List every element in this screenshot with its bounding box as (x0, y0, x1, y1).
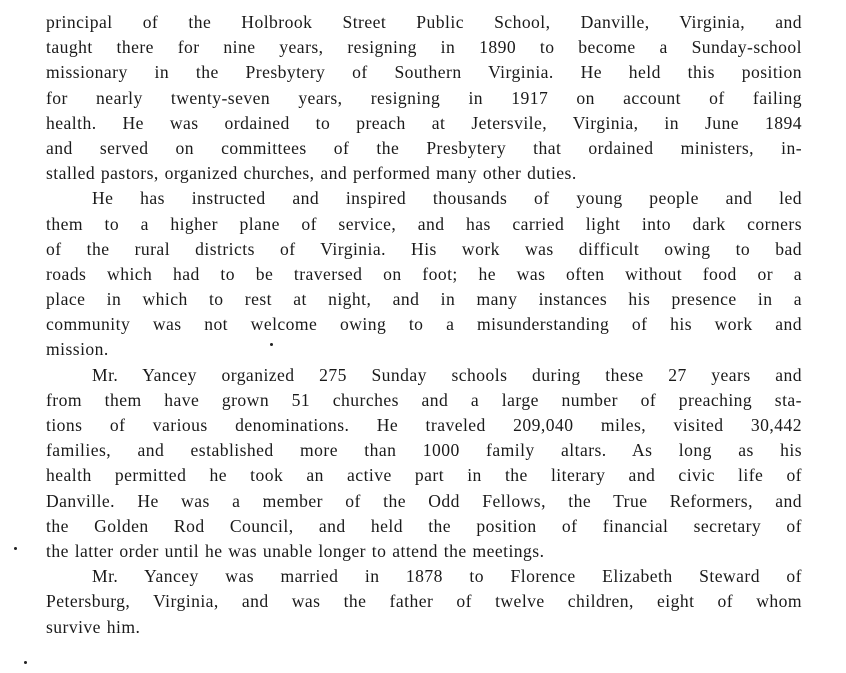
body-text (46, 10, 802, 640)
text-line: principal of the Holbrook Street Public School, Danville, Virginia, and (46, 12, 802, 32)
text-line: survive him. (46, 616, 141, 637)
print-speck (24, 661, 27, 664)
text-line: taught there for nine years, resigning in 1890 to become a Sunday-school (46, 37, 802, 58)
paragraph (46, 363, 802, 565)
text-line: Petersburg, Virginia, and was the father of twelve children, eight of whom (46, 591, 802, 612)
text-line: Danville. He was a member of the Odd Fellows, the True Reformers, and (46, 490, 802, 511)
text-line: of the rural districts of Virginia. His work was difficult owing to bad (46, 238, 802, 259)
text-line: and served on committees of the Presbytery that ordained ministers, in- (46, 137, 802, 158)
text-line: place in which to rest at night, and in many instances his presence in a (46, 289, 802, 310)
paragraph (46, 186, 802, 362)
text-line: Mr. Yancey organized 275 Sunday schools during these 27 years and (92, 364, 802, 385)
paragraph (46, 564, 802, 640)
text-line: mission. (46, 339, 109, 360)
text-line: health. He was ordained to preach at Jetersvile, Virginia, in June 1894 (46, 112, 802, 133)
text-line: for nearly twenty-seven years, resigning in 1917 on account of failing (46, 87, 802, 108)
text-line: the latter order until he was unable longer to attend the meetings. (46, 540, 545, 561)
text-line: from them have grown 51 churches and a large number of preaching sta- (46, 389, 802, 410)
text-line: stalled pastors, organized churches, and performed many other duties. (46, 163, 577, 184)
text-line: families, and established more than 1000 family altars. As long as his (46, 440, 802, 461)
print-speck (270, 343, 273, 346)
text-line: health permitted he took an active part in the literary and civic life of (46, 465, 802, 486)
print-speck (14, 547, 17, 550)
text-line: Mr. Yancey was married in 1878 to Florence Elizabeth Steward of (92, 566, 802, 587)
text-line: tions of various denominations. He traveled 209,040 miles, visited 30,442 (46, 415, 802, 435)
text-line: them to a higher plane of service, and has carried light into dark corners (46, 213, 802, 234)
text-line: He has instructed and inspired thousands of young people and led (92, 188, 802, 209)
text-line: missionary in the Presbytery of Southern Virginia. He held this position (46, 62, 802, 83)
paragraph (46, 10, 802, 186)
text-line: community was not welcome owing to a misunderstanding of his work and (46, 314, 802, 335)
text-line: roads which had to be traversed on foot; he was often without food or a (46, 263, 802, 284)
text-line: the Golden Rod Council, and held the position of financial secretary of (46, 515, 802, 536)
